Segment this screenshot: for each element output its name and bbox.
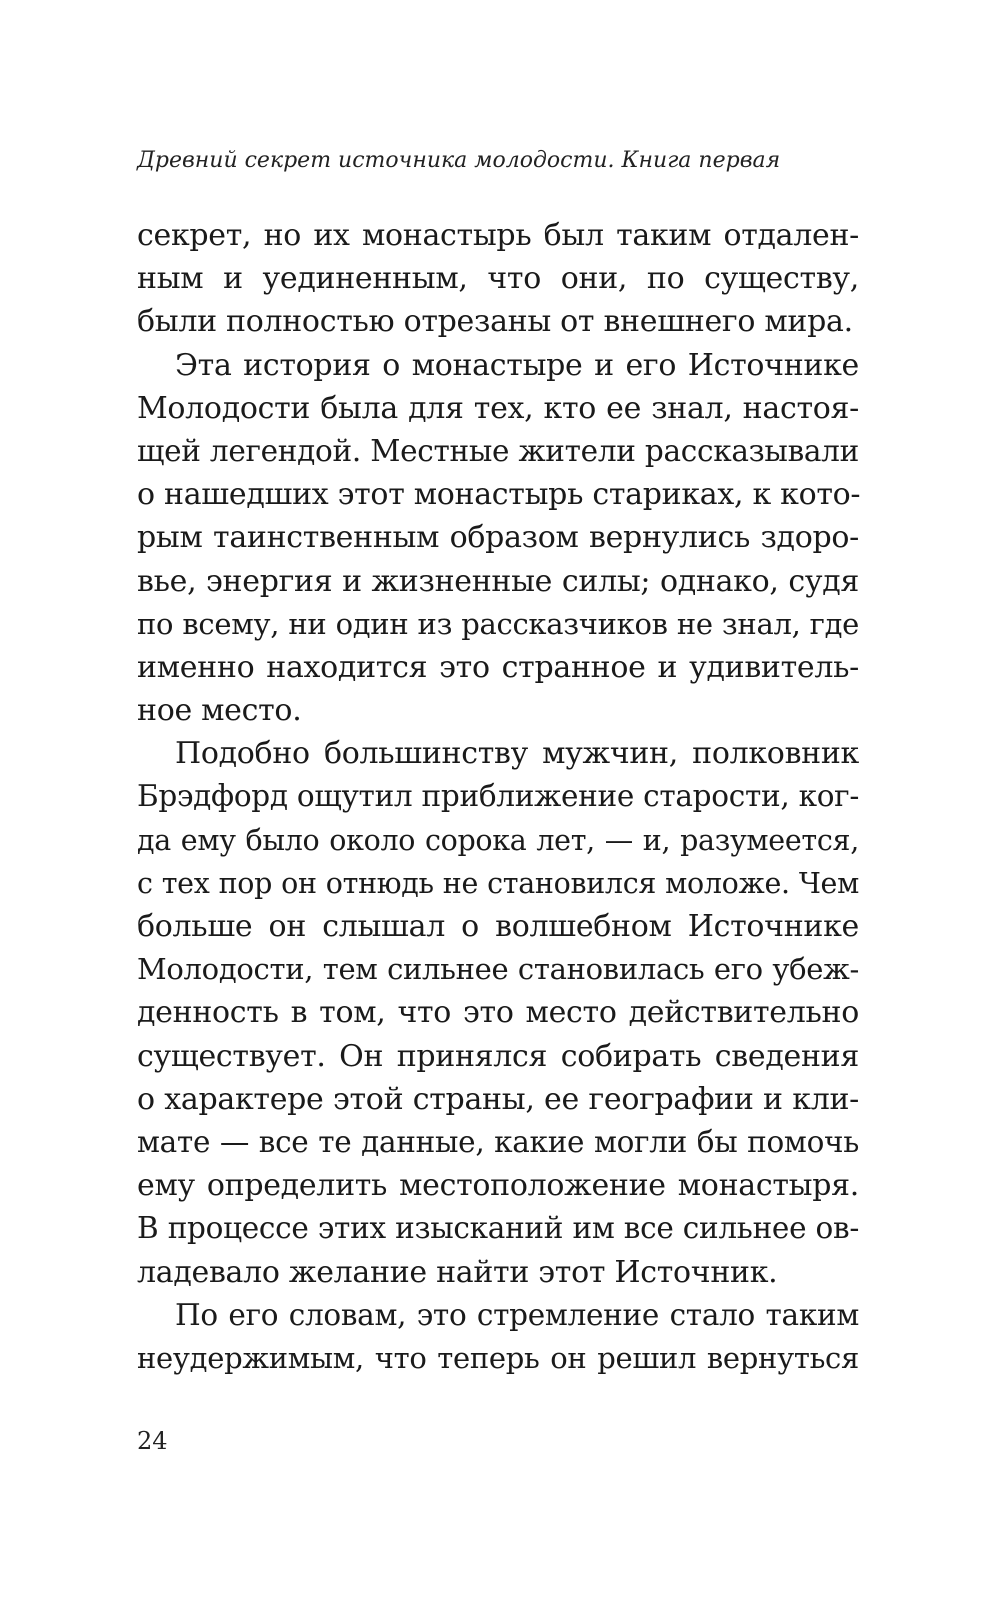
text-line: были полностью отрезаны от внешнего мира. xyxy=(137,304,853,340)
text-line: именно находится это странное и удивитель- xyxy=(137,649,859,685)
page-number: 24 xyxy=(137,1427,168,1455)
text-line: щей легендой. Местные жители рассказывали xyxy=(137,433,859,468)
body-text xyxy=(137,214,859,1380)
text-line: Брэдфорд ощутил приближение старости, ког- xyxy=(137,779,859,814)
text-line: да ему было около сорока лет, — и, разумеется, xyxy=(137,823,859,857)
text-line: ладевало желание найти этот Источник. xyxy=(137,1254,778,1290)
text-line: существует. Он принялся собирать сведения xyxy=(137,1038,859,1074)
text-line: Молодости, тем сильнее становилась его убеж- xyxy=(137,952,859,987)
text-line: мате — все те данные, какие могли бы помочь xyxy=(137,1124,859,1159)
text-line: неудержимым, что теперь он решил вернуться xyxy=(137,1340,859,1375)
text-line: по всему, ни один из рассказчиков не знал, где xyxy=(137,606,859,641)
text-line: По его словам, это стремление стало таким xyxy=(175,1297,859,1332)
text-line: о характере этой страны, ее географии и кли- xyxy=(137,1081,859,1117)
text-line: В процессе этих изысканий им все сильнее ов- xyxy=(137,1211,859,1246)
text-line: ное место. xyxy=(137,693,302,729)
text-line: Эта история о монастыре и его Источнике xyxy=(175,347,859,383)
text-line: вье, энергия и жизненные силы; однако, судя xyxy=(137,563,859,599)
text-line: о нашедших этот монастырь стариках, к кото- xyxy=(137,477,861,513)
text-line: рым таинственным образом вернулись здоро- xyxy=(137,520,859,556)
text-line: секрет, но их монастырь был таким отдален- xyxy=(137,218,859,253)
text-line: больше он слышал о волшебном Источнике xyxy=(137,909,859,944)
running-head: Древний секрет источника молодости. Книга первая xyxy=(137,148,781,173)
text-line: с тех пор он отнюдь не становился моложе. Чем xyxy=(137,866,859,900)
text-line: Молодости была для тех, кто ее знал, настоя- xyxy=(137,390,859,426)
text-line: Подобно большинству мужчин, полковник xyxy=(175,736,859,772)
text-line: ным и уединенным, что они, по существу, xyxy=(137,261,859,297)
text-line: ему определить местоположение монастыря. xyxy=(137,1168,859,1204)
text-line: денность в том, что это место действительно xyxy=(137,995,859,1031)
